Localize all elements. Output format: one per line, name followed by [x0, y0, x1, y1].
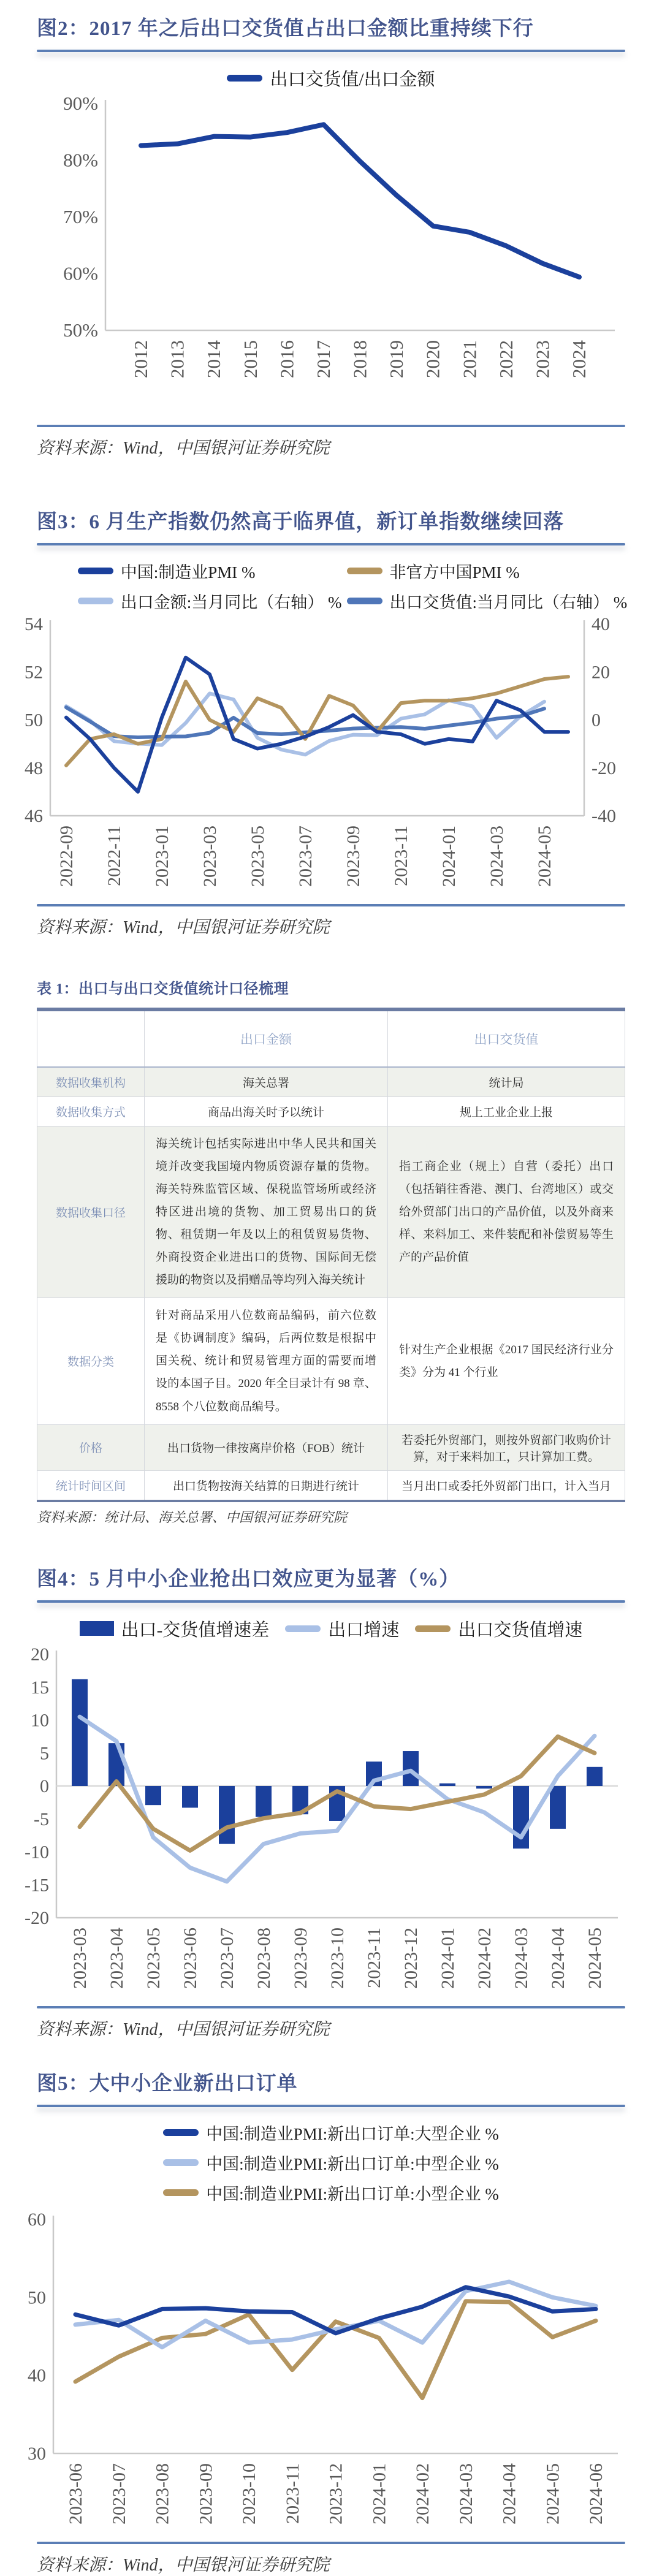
table1-source: 资料来源：统计局、海关总署、中国银河证券研究院: [37, 1509, 348, 1525]
svg-text:2023-01: 2023-01: [152, 826, 172, 887]
table-body: [37, 1067, 625, 1501]
cell-export-amount: 商品出海关时予以统计: [145, 1097, 388, 1127]
legend-swatch-icon: [80, 1621, 114, 1636]
svg-text:2021: 2021: [458, 340, 481, 378]
svg-text:-5: -5: [34, 1809, 49, 1829]
figure5-chart: [0, 2208, 662, 2533]
legend-item: [347, 589, 628, 613]
svg-text:2024-03: 2024-03: [455, 2463, 476, 2525]
svg-text:2024-02: 2024-02: [474, 1927, 495, 1989]
svg-text:20: 20: [31, 1644, 49, 1665]
spacer: [0, 2040, 662, 2055]
title-divider: [37, 1600, 625, 1603]
svg-text:2024-03: 2024-03: [487, 826, 507, 887]
svg-text:2023-11: 2023-11: [282, 2463, 303, 2524]
svg-text:2024-01: 2024-01: [439, 826, 459, 887]
svg-text:50: 50: [28, 2287, 46, 2308]
svg-text:2016: 2016: [276, 340, 298, 378]
table-row: [37, 1097, 625, 1127]
legend-item: [78, 589, 342, 613]
bar: [439, 1783, 455, 1785]
svg-text:80%: 80%: [63, 149, 98, 171]
bar: [403, 1751, 419, 1786]
cell-export-delivery: 针对生产企业根据《2017 国民经济行业分类》分为 41 个行业: [388, 1298, 625, 1424]
figure3-chart: [0, 617, 662, 895]
line-series: [66, 658, 568, 792]
legend-swatch-icon: [163, 2159, 199, 2166]
svg-text:2013: 2013: [166, 340, 188, 378]
legend-swatch-icon: [347, 598, 382, 604]
legend-swatch-icon: [78, 568, 113, 574]
legend-item: [415, 1616, 582, 1641]
legend-item: [78, 559, 256, 583]
svg-text:2018: 2018: [349, 340, 371, 378]
bar: [550, 1786, 566, 1829]
line-series: [75, 2301, 596, 2398]
table1-caption: 表 1：出口与出口交货值统计口径梳理: [37, 981, 289, 997]
svg-text:2023-10: 2023-10: [239, 2463, 259, 2525]
figure2-section: [0, 0, 662, 459]
svg-text:50: 50: [25, 710, 43, 731]
cell-export-amount: 海关总署: [145, 1067, 388, 1097]
svg-text:2024-06: 2024-06: [586, 2463, 606, 2525]
legend-swatch-icon: [78, 598, 113, 604]
title-divider: [37, 2105, 625, 2107]
cell-export-delivery: 指工商企业（规上）自营（委托）出口（包括销往香港、澳门、台湾地区）或交给外贸部门出口的产品价值，以及外商来样、来料加工、来件装配和补偿贸易等生产的产品价值: [388, 1127, 625, 1298]
svg-text:2012: 2012: [130, 340, 151, 378]
cell-export-amount: 海关统计包括实际进出中华人民共和国关境并改变我国境内物质资源存量的货物。海关特殊监管区域、保税监管场所或经济特区进出境的货物、加工贸易出口的货物、租赁期一年及以上的租赁贸易货物、外商投资企业进出口的货物、国际间无偿援助的物资以及捐赠品等均列入海关统计: [145, 1127, 388, 1298]
svg-text:30: 30: [28, 2443, 46, 2464]
figure3-title: 图3：6 月生产指数仍然高于临界值，新订单指数继续回落: [37, 511, 565, 533]
figure4-section: [0, 1551, 662, 2040]
spacer: [0, 938, 662, 973]
row-label: 数据收集机构: [37, 1067, 145, 1097]
cell-export-delivery: 规上工业企业上报: [388, 1097, 625, 1127]
svg-text:2023-07: 2023-07: [295, 826, 316, 887]
legend-swatch-icon: [347, 568, 382, 574]
svg-text:2020: 2020: [422, 340, 444, 378]
svg-text:2023-12: 2023-12: [401, 1927, 421, 1989]
legend-item: [347, 559, 520, 583]
svg-text:40: 40: [28, 2365, 46, 2386]
figure2-title: 图2：2017 年之后出口交货值占出口金额比重持续下行: [37, 18, 534, 40]
row-label: 数据收集方式: [37, 1097, 145, 1127]
svg-text:2023-07: 2023-07: [217, 1927, 237, 1989]
cell-export-delivery: 当月出口或委托外贸部门出口，计入当月: [388, 1470, 625, 1501]
svg-text:20: 20: [592, 662, 610, 683]
table-column-header: 出口金额: [145, 1009, 388, 1067]
svg-text:2023-03: 2023-03: [200, 826, 220, 887]
bar: [476, 1786, 492, 1788]
figure2-legend: [37, 66, 625, 91]
bar: [182, 1786, 198, 1807]
bar: [256, 1786, 272, 1817]
row-label: 统计时间区间: [37, 1470, 145, 1501]
svg-text:2022-11: 2022-11: [104, 826, 124, 886]
legend-swatch-icon: [227, 75, 262, 82]
section-divider: [37, 2542, 625, 2544]
table-column-header: [37, 1009, 145, 1067]
svg-text:46: 46: [25, 806, 43, 826]
section-divider: [37, 904, 625, 906]
cell-export-delivery: 统计局: [388, 1067, 625, 1097]
figure2-chart: [0, 94, 662, 416]
svg-text:-40: -40: [592, 806, 616, 826]
table1-section: [0, 973, 662, 1526]
svg-text:-20: -20: [25, 1907, 49, 1928]
table-column-header: 出口交货值: [388, 1009, 625, 1067]
svg-text:10: 10: [31, 1710, 49, 1731]
section-divider: [37, 2006, 625, 2008]
figure4-legend: [37, 1616, 625, 1641]
svg-text:2024-01: 2024-01: [369, 2463, 390, 2525]
figure5-title: 图5：大中小企业新出口订单: [37, 2072, 298, 2095]
title-divider: [37, 543, 625, 545]
chart-canvas: [0, 94, 662, 416]
svg-text:90%: 90%: [63, 94, 98, 114]
figure5-section: [0, 2055, 662, 2576]
legend-label: 出口-交货值增速差: [121, 1620, 270, 1640]
table-row: [37, 1470, 625, 1501]
table-row: [37, 1067, 625, 1097]
legend-item: [285, 1616, 399, 1641]
chart-canvas: [0, 2208, 662, 2533]
svg-text:2023-04: 2023-04: [107, 1927, 127, 1989]
table-row: [37, 1127, 625, 1298]
legend-label: 出口交货值增速: [458, 1620, 583, 1640]
svg-text:2023-09: 2023-09: [291, 1927, 311, 1989]
figure4-title: 图4：5 月中小企业抢出口效应更为显著（%）: [37, 1568, 460, 1590]
legend-item: [163, 2181, 499, 2205]
svg-text:70%: 70%: [63, 206, 98, 227]
svg-text:-20: -20: [592, 758, 616, 778]
svg-text:2024-05: 2024-05: [585, 1927, 605, 1989]
row-label: 价格: [37, 1424, 145, 1470]
legend-swatch-icon: [163, 2129, 199, 2136]
figure5-legend: [37, 2121, 625, 2205]
cell-export-amount: 针对商品采用八位数商品编码，前六位数是《协调制度》编码，后两位数是根据中国关税、统计和贸易管理方面的需要而增设的本国子目。2020 年全目录计有 98 章、8558 个八位数商品编号。: [145, 1298, 388, 1424]
legend-swatch-icon: [415, 1625, 451, 1632]
chart-canvas: [0, 617, 662, 895]
figure3-legend: [37, 559, 628, 613]
svg-text:5: 5: [40, 1742, 49, 1763]
svg-text:2014: 2014: [203, 340, 225, 378]
svg-text:2023: 2023: [531, 340, 554, 378]
legend-label: 出口金额:当月同比（右轴） %: [120, 593, 342, 612]
svg-text:15: 15: [31, 1677, 49, 1698]
figure4-source: 资料来源：Wind，中国银河证券研究院: [37, 2019, 330, 2039]
chart-canvas: [0, 1645, 662, 1997]
bar: [587, 1766, 603, 1785]
legend-label: 非官方中国PMI %: [389, 563, 520, 582]
bar: [219, 1786, 235, 1844]
bar: [145, 1786, 161, 1805]
figure2-source: 资料来源：Wind，中国银河证券研究院: [37, 439, 330, 458]
legend-item: [80, 1616, 270, 1641]
bar: [72, 1679, 88, 1785]
legend-item: [227, 66, 435, 91]
legend-label: 中国:制造业PMI:新出口订单:大型企业 %: [206, 2124, 499, 2143]
figure4-chart: [0, 1645, 662, 1997]
svg-text:2024-04: 2024-04: [499, 2463, 520, 2525]
spacer: [0, 1526, 662, 1551]
table-header: [37, 1009, 625, 1067]
table-row: [37, 1298, 625, 1424]
spacer: [0, 459, 662, 493]
svg-text:2023-06: 2023-06: [66, 2463, 86, 2525]
legend-item: [163, 2151, 499, 2175]
svg-text:-15: -15: [25, 1874, 49, 1895]
svg-text:2019: 2019: [386, 340, 408, 378]
legend-label: 中国:制造业PMI %: [120, 563, 256, 582]
svg-text:2024-05: 2024-05: [542, 2463, 563, 2525]
legend-swatch-icon: [285, 1625, 321, 1632]
svg-text:2023-07: 2023-07: [108, 2463, 129, 2525]
legend-item: [163, 2121, 499, 2145]
row-label: 数据收集口径: [37, 1127, 145, 1298]
svg-text:2023-05: 2023-05: [143, 1927, 164, 1989]
figure3-source: 资料来源：Wind，中国银河证券研究院: [37, 918, 330, 937]
svg-text:2023-05: 2023-05: [248, 826, 268, 887]
section-divider: [37, 425, 625, 427]
svg-text:52: 52: [25, 662, 43, 683]
svg-text:2024-02: 2024-02: [413, 2463, 433, 2525]
svg-text:2024-03: 2024-03: [511, 1927, 531, 1989]
line-series: [66, 707, 544, 737]
svg-text:54: 54: [25, 617, 43, 634]
svg-text:2023-08: 2023-08: [254, 1927, 274, 1989]
svg-text:50%: 50%: [63, 319, 98, 341]
cell-export-amount: 出口货物一律按离岸价格（FOB）统计: [145, 1424, 388, 1470]
svg-text:2023-08: 2023-08: [152, 2463, 173, 2525]
svg-text:40: 40: [592, 617, 610, 634]
svg-text:0: 0: [40, 1776, 49, 1796]
svg-text:2023-10: 2023-10: [327, 1927, 348, 1989]
svg-text:2023-06: 2023-06: [180, 1927, 200, 1989]
figure5-source: 资料来源：Wind，中国银河证券研究院: [37, 2555, 330, 2575]
cell-export-delivery: 若委托外贸部门，则按外贸部门收购价计算，对于来料加工，只计算加工费。: [388, 1424, 625, 1470]
svg-text:60%: 60%: [63, 262, 98, 284]
legend-swatch-icon: [163, 2189, 199, 2196]
table-row: [37, 1424, 625, 1470]
svg-text:2024-04: 2024-04: [548, 1927, 568, 1989]
svg-text:2023-09: 2023-09: [196, 2463, 216, 2525]
title-divider: [37, 50, 625, 52]
line-series: [141, 124, 579, 277]
svg-text:2024: 2024: [568, 340, 590, 378]
row-label: 数据分类: [37, 1298, 145, 1424]
svg-text:2023-11: 2023-11: [364, 1927, 384, 1988]
svg-text:2023-11: 2023-11: [391, 826, 411, 886]
legend-label: 出口增速: [328, 1620, 400, 1640]
figure3-section: [0, 493, 662, 938]
svg-text:2024-01: 2024-01: [438, 1927, 458, 1989]
svg-text:2024-05: 2024-05: [535, 826, 555, 887]
cell-export-amount: 出口货物按海关结算的日期进行统计: [145, 1470, 388, 1501]
legend-label: 出口交货值/出口金额: [270, 70, 435, 89]
svg-text:2023-09: 2023-09: [343, 826, 363, 887]
svg-text:2023-03: 2023-03: [70, 1927, 90, 1989]
svg-text:60: 60: [28, 2209, 46, 2230]
svg-text:48: 48: [25, 758, 43, 778]
svg-text:2022-09: 2022-09: [56, 826, 77, 887]
svg-text:2015: 2015: [239, 340, 261, 378]
legend-label: 出口交货值:当月同比（右轴） %: [389, 593, 628, 612]
legend-label: 中国:制造业PMI:新出口订单:中型企业 %: [206, 2154, 499, 2173]
svg-text:-10: -10: [25, 1842, 49, 1863]
svg-text:0: 0: [592, 710, 601, 731]
legend-label: 中国:制造业PMI:新出口订单:小型企业 %: [206, 2184, 499, 2203]
svg-text:2022: 2022: [495, 340, 517, 378]
svg-text:2017: 2017: [312, 340, 334, 378]
svg-text:2023-12: 2023-12: [325, 2463, 346, 2525]
comparison-table: [37, 1008, 625, 1502]
